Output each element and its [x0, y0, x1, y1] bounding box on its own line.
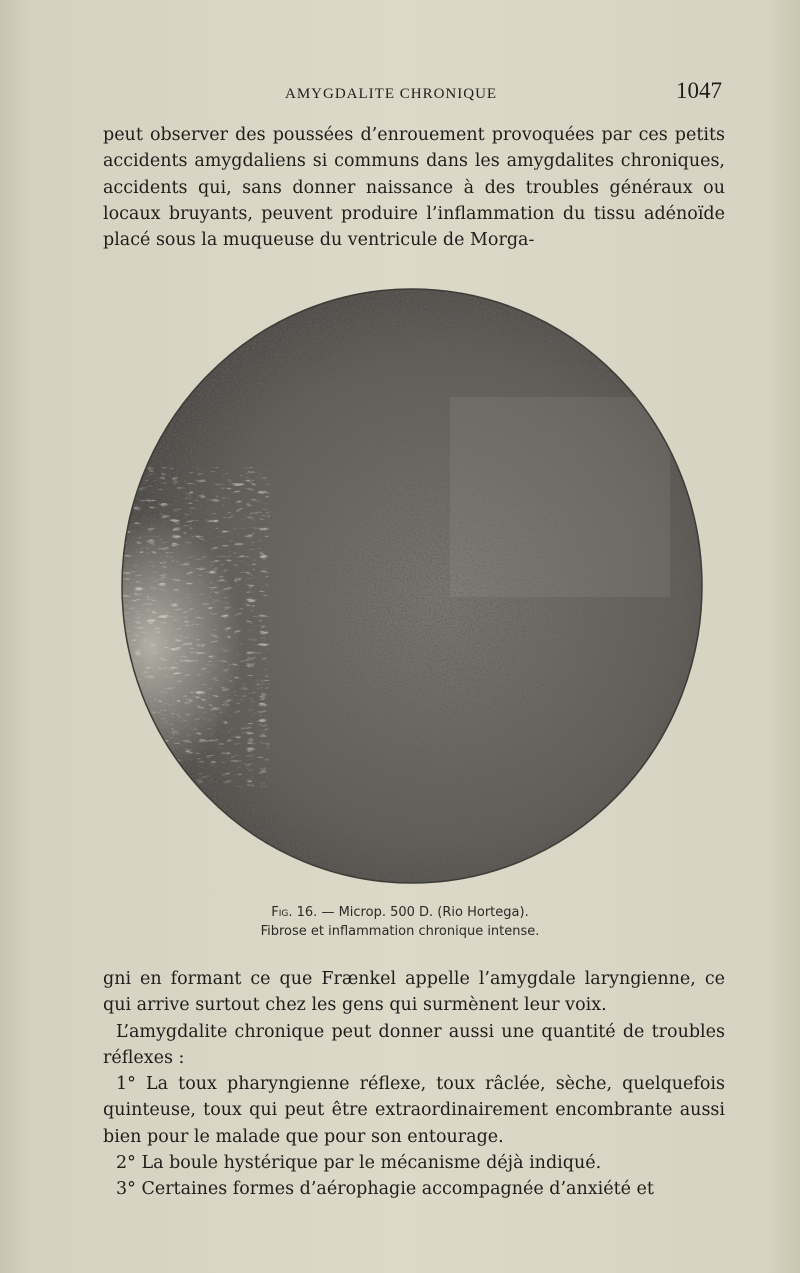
page-number: 1047 [676, 78, 722, 103]
figure-caption [0, 903, 800, 941]
micrograph-image [120, 287, 704, 885]
list-item: 1° La toux pharyngienne réflexe, toux râclée, sèche, quelquefois quinteuse, toux qui peut être extraordinairement encombrante aussi bien pour le malade que pour son entourage. [103, 1074, 725, 1147]
running-title: AMYGDALITE CHRONIQUE [285, 86, 498, 102]
figure-label: Fig. 16. [271, 905, 318, 920]
caption-line-1: — Microp. 500 D. (Rio Hortega). [321, 905, 529, 920]
paragraph: L’amygdalite chronique peut donner aussi une quantité de troubles réflexes : [103, 1021, 725, 1068]
paragraph: peut observer des poussées d’enrouement provoquées par ces petits accidents amygdaliens si communs dans les amygdalites chroniques, accidents qui, sans donner naissance à des troubles généraux ou locaux bruyants, peuvent produire l’inflammation du tissu adénoïde placé sous la muqueuse du ventricule de Morga- [103, 125, 725, 251]
list-item: 2° La boule hystérique par le mécanisme déjà indiqué. [116, 1153, 602, 1174]
paragraph: gni en formant ce que Frænkel appelle l’amygdale laryngienne, ce qui arrive surtout chez les gens qui surmènent leur voix. [103, 969, 725, 1016]
micrograph-figure [120, 287, 704, 885]
body-text-top [103, 122, 725, 253]
body-text-bottom [103, 966, 725, 1203]
list-item: 3° Certaines formes d’aérophagie accompagnée d’anxiété et [116, 1179, 654, 1200]
caption-line-2: Fibrose et inflammation chronique intense. [260, 924, 540, 939]
page-header [0, 78, 800, 110]
